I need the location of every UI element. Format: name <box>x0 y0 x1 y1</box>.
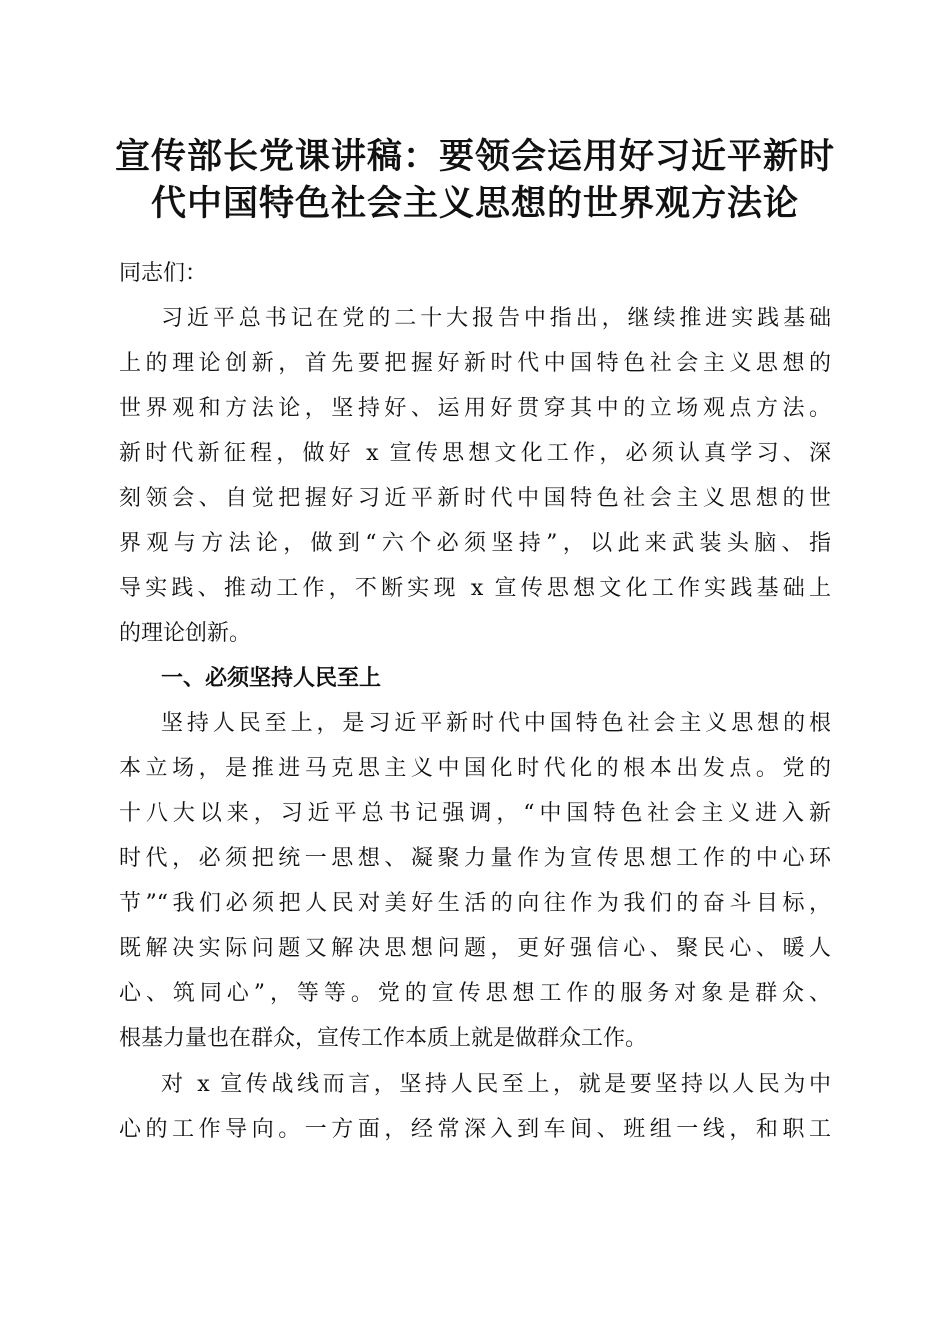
paragraph-line: 节”“我们必须把人民对美好生活的向往作为我们的奋斗目标， <box>119 891 831 916</box>
paragraph-line: 既解决实际问题又解决思想问题，更好强信心、聚民心、暖人 <box>119 936 831 961</box>
document-title <box>100 133 850 227</box>
paragraph-line: 根基力量也在群众，宣传工作本质上就是做群众工作。 <box>119 1026 648 1051</box>
paragraph-line: 时代，必须把统一思想、凝聚力量作为宣传思想工作的中心环 <box>119 846 831 871</box>
paragraph-line: 习近平总书记在党的二十大报告中指出，继续推进实践基础 <box>161 306 831 331</box>
paragraph-line: 上的理论创新，首先要把握好新时代中国特色社会主义思想的 <box>119 351 831 376</box>
title-line: 宣传部长党课讲稿：要领会运用好习近平新时 <box>114 136 835 177</box>
paragraph-line: 本立场，是推进马克思主义中国化时代化的根本出发点。党的 <box>119 756 831 781</box>
paragraph-line: 十八大以来，习近平总书记强调，“中国特色社会主义进入新 <box>119 801 831 826</box>
paragraph-line: 新时代新征程，做好 x 宣传思想文化工作，必须认真学习、深 <box>119 441 831 466</box>
paragraph-line: 心的工作导向。一方面，经常深入到车间、班组一线，和职工 <box>119 1117 831 1142</box>
paragraph-line: 对 x 宣传战线而言，坚持人民至上，就是要坚持以人民为中 <box>161 1072 831 1097</box>
paragraph-intro <box>119 296 831 656</box>
section-heading: 一、必须坚持人民至上 <box>161 666 382 691</box>
paragraph-section1 <box>119 701 831 1061</box>
title-line: 代中国特色社会主义思想的世界观方法论 <box>150 183 799 224</box>
paragraph-line: 心、筑同心”，等等。党的宣传思想工作的服务对象是群众、 <box>119 981 831 1006</box>
paragraph-line: 的理论创新。 <box>119 621 252 646</box>
paragraph-section1-cont <box>119 1062 831 1152</box>
document-body <box>119 251 831 1152</box>
paragraph-line: 导实践、推动工作，不断实现 x 宣传思想文化工作实践基础上 <box>119 576 831 601</box>
paragraph-line: 刻领会、自觉把握好习近平新时代中国特色社会主义思想的世 <box>119 486 831 511</box>
salutation: 同志们： <box>119 261 208 286</box>
paragraph-line: 坚持人民至上，是习近平新时代中国特色社会主义思想的根 <box>161 711 831 736</box>
paragraph-line: 世界观和方法论，坚持好、运用好贯穿其中的立场观点方法。 <box>119 396 831 421</box>
paragraph-line: 界观与方法论，做到“六个必须坚持”，以此来武装头脑、指 <box>119 531 831 556</box>
